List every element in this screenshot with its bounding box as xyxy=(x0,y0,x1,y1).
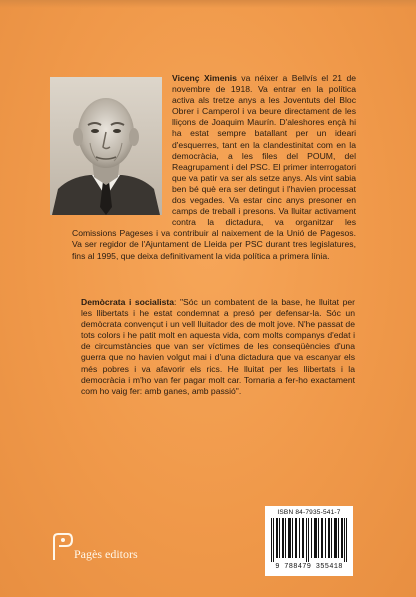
isbn-barcode xyxy=(265,506,353,576)
biography-text: va néixer a Bellvís el 21 de novembre de 1918. Va entrar en la política activa als tretze anys a les Joventuts del Bloc Obrer i Camperol i va beure directament de les lliçons de Joaquim Maurín. D'aleshores ençà hi ha estat sempre batallant per un ideari d'esquerres, tant en la clandestinitat com en la democràcia, a les files del POUM, del Reagrupament i del PSC. El primer interrogatori que va patir va ser als setze anys. Als vint sabia ben bé què era ser detingut i l'havien processat dos vegades. Va estar cinc anys presoner en camps de treball i presons. Va lluitar activament contra la dictadura, va organitzar les Comissions Pageses i va contribuir al naixement de la Unió de Pagesos. Va ser regidor de l'Ajuntament de Lleida per PSC durant tres legislatures, fins al 1995, que deixa definitivament la vida política a primera línia. xyxy=(72,73,356,261)
publisher-name: Pagès editors xyxy=(74,547,138,561)
author-name: Vicenç Ximenis xyxy=(172,73,237,83)
quote-text: : "Sóc un combatent de la base, he lluitat per les llibertats i he estat condemnat a presó per defensar-la. Sóc un demòcrata convençut i un vell lluitador des de molt jove. N'he passat de tots colors i he patit molt en aquesta vida, com molts companys d'edat i de circumstàncies que van ser víctimes de les conseqüències d'una guerra que no havien volgut mai i d'una dictadura que va escanyar els més pobres i va afavorir els rics. He lluitat per les llibertats i la democràcia i m'ho van fer pagar molt car. Tornaria a fer-ho exactament com ho vaig fer: amb ganes, amb passió". xyxy=(81,297,355,396)
photo-spacer xyxy=(72,73,172,225)
barcode-bars xyxy=(269,518,349,562)
author-quote xyxy=(81,297,355,397)
top-shadow xyxy=(0,0,416,8)
quote-heading: Demòcrata i socialista xyxy=(81,297,175,307)
publisher-logo xyxy=(50,532,138,562)
isbn-number: ISBN 84-7935-541-7 xyxy=(277,509,341,516)
pages-editors-logo-icon xyxy=(50,532,74,562)
barcode-digits: 9 788479 355418 xyxy=(275,563,343,571)
author-biography xyxy=(72,73,356,262)
